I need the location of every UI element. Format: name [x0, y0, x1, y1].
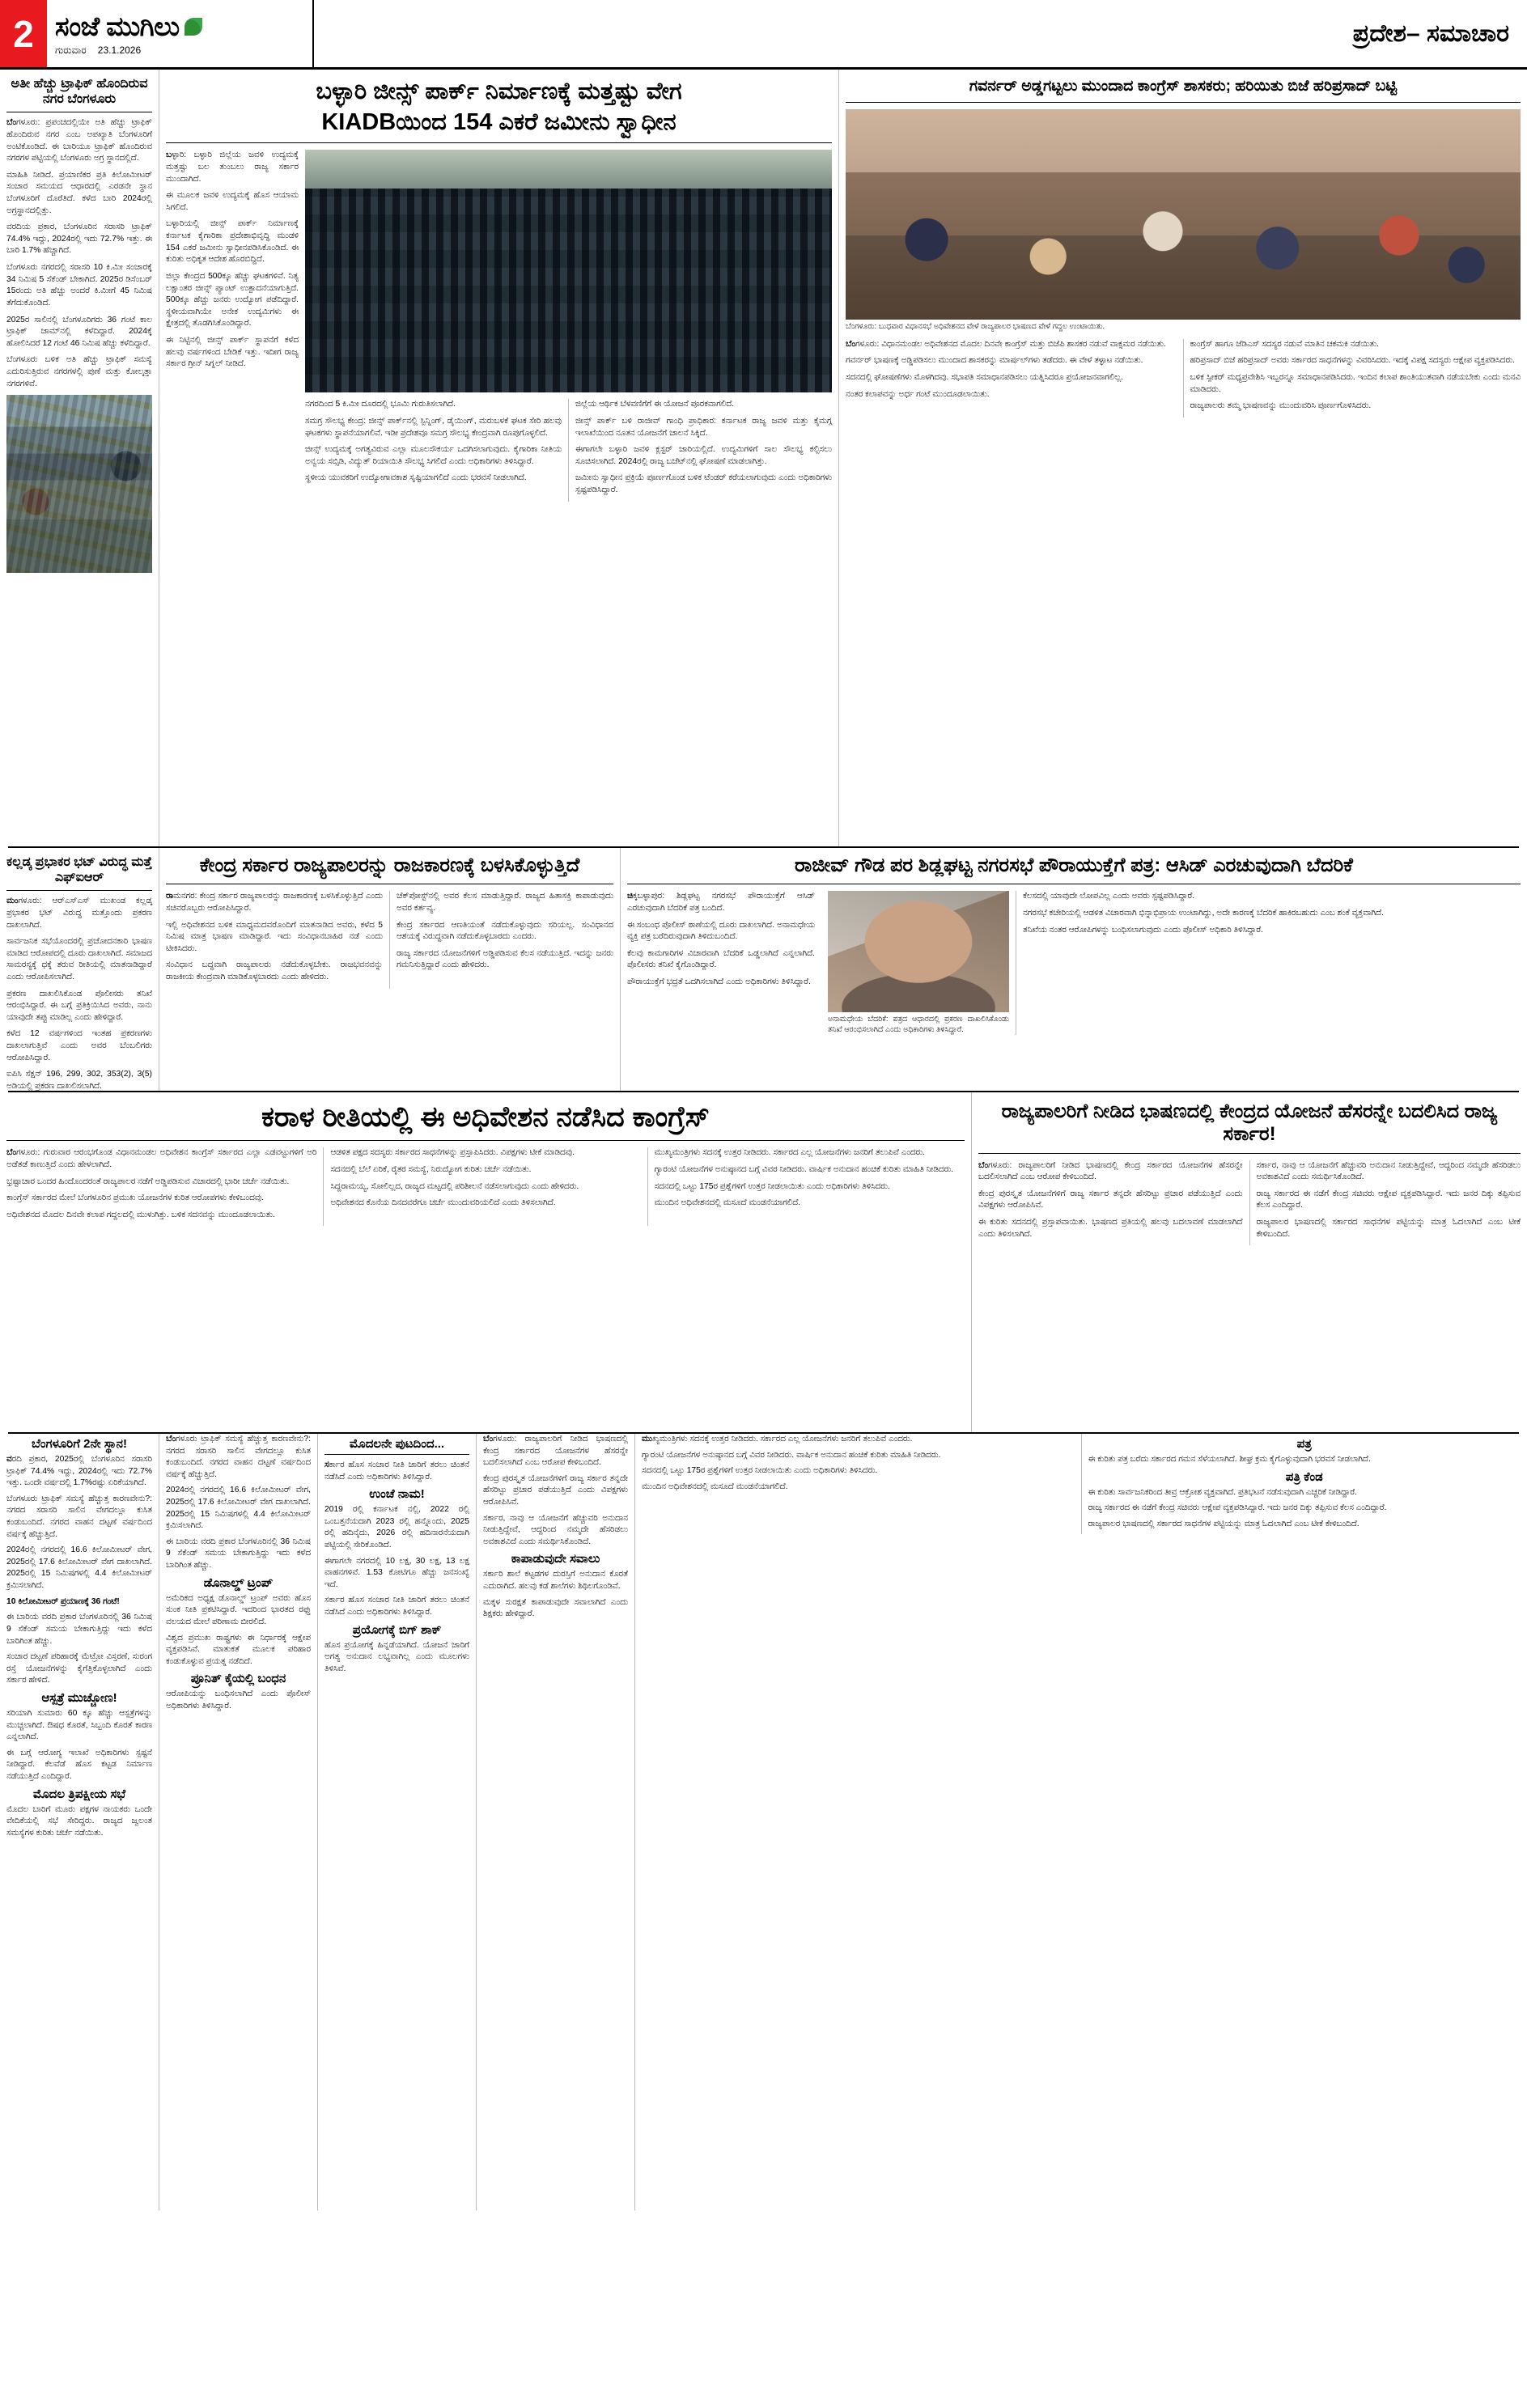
page-number: 2 [0, 0, 47, 67]
cong-c3-p3: ಮುಂದಿನ ಅಧಿವೇಶನದಲ್ಲಿ ಮಸೂದೆ ಮಂಡನೆಯಾಗಲಿದೆ. [654, 1198, 801, 1208]
congress-headline: ಕರಾಳ ರೀತಿಯಲ್ಲಿ ಈ ಅಧಿವೇಶನ ನಡೆಸಿದ ಕಾಂಗ್ರೆಸ್ [261, 1101, 710, 1133]
politics-col-2 [389, 891, 613, 988]
logo-title-row [55, 11, 312, 43]
bhat-p1: ಸಾರ್ವಜನಿಕ ಸಭೆಯೊಂದರಲ್ಲಿ ಪ್ರಚೋದನಕಾರಿ ಭಾಷಣ ಮಾಡಿದ ಆರೋಪದಲ್ಲಿ ದೂರು ದಾಖಲಾಗಿದೆ. ಸಮಾಜದ ಸಾಮರಸ್ಯಕ್ಕೆ ಧಕ್ಕೆ ತರುವ ರೀತಿಯಲ್ಲಿ ಮಾತನಾಡಿದ್ದಾರೆ ಎಂದು ಆರೋಪಿಸಲಾಗಿದೆ. [6, 937, 152, 982]
strip-title-hospital: ಆಸ್ಪತ್ರೆ ಮುಚ್ಚೋಣ! [41, 1690, 117, 1705]
strip-title-letter: ಪತ್ರ [1296, 1437, 1312, 1451]
strip-col5a [642, 1434, 1081, 1534]
lower-block [0, 1092, 1527, 1432]
lead-c2-p3: ಸ್ಥಳೀಯ ಯುವಕರಿಗೆ ಉದ್ಯೋಗಾವಕಾಶ ಸೃಷ್ಟಿಯಾಗಲಿದೆ ಎಂದು ಭರವಸೆ ನೀಡಲಾಗಿದೆ. [305, 473, 527, 483]
pol-c1-p0: ರಾಮನಗರ: ಕೇಂದ್ರ ಸರ್ಕಾರ ರಾಜ್ಯಪಾಲರನ್ನು ರಾಜಕಾರಣಕ್ಕೆ ಬಳಸಿಕೊಳ್ಳುತ್ತಿದೆ ಎಂದು ಸಚಿವರೊಬ್ಬರು ಆರೋಪಿಸಿದ್ದಾರೆ. [166, 892, 383, 913]
s8-extra-0: ರಾಜ್ಯ ಸರ್ಕಾರದ ಈ ನಡೆಗೆ ಕೇಂದ್ರ ಸಚಿವರು ಆಕ್ಷೇಪ ವ್ಯಕ್ತಪಡಿಸಿದ್ದಾರೆ. ಇದು ಜನರ ದಿಕ್ಕು ತಪ್ಪಿಸುವ ಕೆಲಸ ಎಂದಿದ್ದಾರೆ. [1088, 1503, 1387, 1513]
sch-c1-p2: ಈ ಕುರಿತು ಸದನದಲ್ಲಿ ಪ್ರಸ್ತಾಪವಾಯಿತು. ಭಾಷಣದ ಪ್ರತಿಯಲ್ಲಿ ಹಲವು ಬದಲಾವಣೆ ಮಾಡಲಾಗಿದೆ ಎಂದು ತಿಳಿಸಲಾಗಿದೆ. [978, 1218, 1243, 1239]
acid-sub-caption: ಅನಾಮಧೇಯ ಬೆದರಿಕೆ: ಪತ್ರದ ಆಧಾರದಲ್ಲಿ ಪ್ರಕರಣ ದಾಖಲಿಸಿಕೊಂಡು ತನಿಖೆ ಆರಂಭಿಸಲಾಗಿದೆ ಎಂದು ಅಧಿಕಾರಿಗಳು ತಿಳಿಸಿದ್ದಾರೆ. [828, 1015, 1009, 1034]
strip-body-schools [483, 1569, 628, 1620]
acid-c1-p0: ಚಿಕ್ಕಬಳ್ಳಾಪುರ: ಶಿಡ್ಲಘಟ್ಟ ನಗರಸಭೆ ಪೌರಾಯುಕ್ತೆಗೆ ಆಸಿಡ್ ಎರಚುವುದಾಗಿ ಬೆದರಿಕೆ ಪತ್ರ ಬಂದಿದೆ. [627, 892, 815, 913]
acid-col-1 [627, 891, 821, 1035]
s5a-p0: ಮುಖ್ಯಮಂತ್ರಿಗಳು ಸದನಕ್ಕೆ ಉತ್ತರ ನೀಡಿದರು. ಸರ್ಕಾರದ ಎಲ್ಲ ಯೋಜನೆಗಳು ಜನರಿಗೆ ತಲುಪಿವೆ ಎಂದರು. [642, 1435, 913, 1444]
middle-block [0, 848, 1527, 1091]
strip-title-puneeth: ಪ್ರೂನಿತ್ ಕೈಯಲ್ಲಿ ಬಂಧನ [190, 1672, 286, 1686]
gov-c1-p3: ನಂತರ ಕಲಾಪವನ್ನು ಅರ್ಧ ಗಂಟೆ ಮುಂದೂಡಲಾಯಿತು. [846, 389, 990, 399]
continued-strip [0, 1434, 1527, 2211]
governor-politics-story [159, 848, 620, 1091]
politics-col-1 [166, 891, 389, 988]
strip-body-puneeth [166, 1689, 311, 1712]
cong-c2-p1: ಸದನದಲ್ಲಿ ಬೆಲೆ ಏರಿಕೆ, ರೈತರ ಸಮಸ್ಯೆ, ನಿರುದ್ಯೋಗ ಕುರಿತು ಚರ್ಚೆ ನಡೆಯಿತು. [330, 1164, 532, 1174]
cong-c2-p3: ಅಧಿವೇಶನದ ಕೊನೆಯ ದಿನದವರೆಗೂ ಚರ್ಚೆ ಮುಂದುವರಿಯಲಿದೆ ಎಂದು ತಿಳಿಸಲಾಗಿದೆ. [330, 1198, 556, 1208]
lead-c3-p2: ಈಗಾಗಲೇ ಬಳ್ಳಾರಿ ಜವಳಿ ಕ್ಲಸ್ಟರ್ ಜಾರಿಯಲ್ಲಿದೆ. ಉದ್ಯಮಿಗಳಿಗೆ ಸಾಲ ಸೌಲಭ್ಯ ಕಲ್ಪಿಸಲು ಸೂಚಿಸಲಾಗಿದೆ. 2024ರಲ್ಲಿ ರಾಜ್ಯ ಬಜೆಟ್‌ನಲ್ಲಿ ಘೋಷಣೆ ಮಾಡಲಾಗಿತ್ತು. [575, 445, 832, 466]
strip-title-bigshock: ಪ್ರಯೋಗಕ್ಕೆ ಬಿಗ್ ಶಾಕ್ [352, 1622, 442, 1637]
strip-col2-body [166, 1434, 311, 1572]
congress-col-2 [323, 1147, 647, 1226]
lead-c2-p0: ನಗರದಿಂದ 5 ಕಿ.ಮೀ ದೂರದಲ್ಲಿ ಭೂಮಿ ಗುರುತಿಸಲಾಗಿದೆ. [305, 400, 456, 409]
masthead [0, 0, 1527, 70]
gov-c1-p2: ಸದನದಲ್ಲಿ ಘೋಷಣೆಗಳು ಮೊಳಗಿದವು. ಸಭಾಪತಿ ಸಮಾಧಾನಪಡಿಸಲು ಯತ್ನಿಸಿದರೂ ಪ್ರಯೋಜನವಾಗಲಿಲ್ಲ. [846, 372, 1124, 382]
s2-p0: ಮೊದಲ ಬಾರಿಗೆ ಮೂರು ಪಕ್ಷಗಳ ನಾಯಕರು ಒಂದೇ ವೇದಿಕೆಯಲ್ಲಿ ಸಭೆ ಸೇರಿದ್ದರು. ರಾಜ್ಯದ ಜ್ವಲಂತ ಸಮಸ್ಯೆಗಳ ಕುರಿತು ಚರ್ಚೆ ನಡೆಯಿತು. [6, 1804, 152, 1838]
strip-title-outrage: ಪತ್ರಿ ಕೆಂಡ [1285, 1469, 1323, 1484]
strip-col-3 [317, 1434, 476, 2211]
j-p0: ಸರ್ಕಾರ ಹೊಸ ಸಂಚಾರ ನೀತಿ ಜಾರಿಗೆ ತರಲು ಚಿಂತನೆ ನಡೆಸಿದೆ ಎಂದು ಅಧಿಕಾರಿಗಳು ತಿಳಿಸಿದ್ದಾರೆ. [324, 1460, 469, 1482]
sch-c1-p0: ಬೆಂಗಳೂರು: ರಾಜ್ಯಪಾಲರಿಗೆ ನೀಡಿದ ಭಾಷಣದಲ್ಲಿ ಕೇಂದ್ರ ಸರ್ಕಾರದ ಯೋಜನೆಗಳ ಹೆಸರನ್ನೇ ಬದಲಿಸಲಾಗಿದೆ ಎಂಬ ಆರೋಪ ಕೇಳಿಬಂದಿದೆ. [978, 1160, 1243, 1182]
sch-c2-p1: ರಾಜ್ಯ ಸರ್ಕಾರದ ಈ ನಡೆಗೆ ಕೇಂದ್ರ ಸಚಿವರು ಆಕ್ಷೇಪ ವ್ಯಕ್ತಪಡಿಸಿದ್ದಾರೆ. ಇದು ಜನರ ದಿಕ್ಕು ತಪ್ಪಿಸುವ ಕೆಲಸ ಎಂದಿದ್ದಾರೆ. [1256, 1189, 1521, 1210]
governor-col-2 [1183, 339, 1521, 418]
lead-headline-2: KIADBಯಿಂದ 154 ಎಕರೆ ಜಮೀನು ಸ್ವಾಧೀನ [321, 109, 677, 136]
cong-c3-p0: ಮುಖ್ಯಮಂತ್ರಿಗಳು ಸದನಕ್ಕೆ ಉತ್ತರ ನೀಡಿದರು. ಸರ್ಕಾರದ ಎಲ್ಲ ಯೋಜನೆಗಳು ಜನರಿಗೆ ತಲುಪಿವೆ ಎಂದರು. [654, 1148, 926, 1158]
s5a-p2: ಸದನದಲ್ಲಿ ಒಟ್ಟು 175ರ ಪ್ರಶ್ನೆಗಳಿಗೆ ಉತ್ತರ ನೀಡಲಾಯಿತು ಎಂದು ಅಧಿಕಾರಿಗಳು ತಿಳಿಸಿದರು. [642, 1466, 878, 1476]
logo-date: 23.1.2026 [97, 44, 142, 56]
pol-c2-p1: ಕೇಂದ್ರ ಸರ್ಕಾರದ ಆಣತಿಯಂತೆ ನಡೆದುಕೊಳ್ಳುವುದು ಸರಿಯಲ್ಲ. ಸಂವಿಧಾನದ ಆಶಯಕ್ಕೆ ವಿರುದ್ಧವಾಗಿ ನಡೆದುಕೊಳ್ಳಬಾರದು ಎಂದರು. [397, 920, 613, 942]
commissioner-photo [828, 891, 1009, 1012]
s1-p0: ಸರಿಯಾಗಿ ಸುಮಾರು 60 ಕ್ಕೂ ಹೆಚ್ಚು ಆಸ್ಪತ್ರೆಗಳನ್ನು ಮುಚ್ಚಲಾಗಿದೆ. ಔಷಧ ಕೊರತೆ, ಸಿಬ್ಬಂದಿ ಕೊರತೆ ಕಾರಣ ಎನ್ನಲಾಗಿದೆ. [6, 1708, 152, 1742]
s4-p2: ಸರ್ಕಾರ ಹೊಸ ಸಂಚಾರ ನೀತಿ ಜಾರಿಗೆ ತರಲು ಚಿಂತನೆ ನಡೆಸಿದೆ ಎಂದು ಅಧಿಕಾರಿಗಳು ತಿಳಿಸಿದ್ದಾರೆ. [324, 1596, 469, 1617]
lead-c1-p2: ಬಳ್ಳಾರಿಯಲ್ಲಿ ಜೀನ್ಸ್ ಪಾರ್ಕ್ ನಿರ್ಮಾಣಕ್ಕೆ ಕರ್ನಾಟಕ ಕೈಗಾರಿಕಾ ಪ್ರದೇಶಾಭಿವೃದ್ಧಿ ಮಂಡಳಿ 154 ಎಕರೆ ಜಮೀನು ಸ್ವಾಧೀನಪಡಿಸಿಕೊಂಡಿದೆ. ಈ ಕುರಿತು ಅಧಿಕೃತ ಆದೇಶ ಹೊರಬಿದ್ದಿದೆ. [166, 219, 299, 265]
gov-c2-p3: ರಾಜ್ಯಪಾಲರು ತಮ್ಮ ಭಾಷಣವನ್ನು ಮುಂದುವರಿಸಿ ಪೂರ್ಣಗೊಳಿಸಿದರು. [1190, 401, 1372, 411]
strip-body-hospital [6, 1708, 152, 1783]
assembly-photo-caption: ಬೆಂಗಳೂರು: ಬುಧವಾರ ವಿಧಾನಸಭೆ ಅಧಿವೇಶನದ ವೇಳೆ ರಾಜ್ಯಪಾಲರ ಭಾಷಣದ ವೇಳೆ ಗದ್ದಲ ಉಂಟಾಯಿತು. [846, 322, 1105, 332]
scheme-col-2 [1249, 1160, 1521, 1246]
bhat-fir-story [0, 848, 159, 1091]
lead-c3-p3: ಜಮೀನು ಸ್ವಾಧೀನ ಪ್ರಕ್ರಿಯೆ ಪೂರ್ಣಗೊಂಡ ಬಳಿಕ ಟೆಂಡರ್ ಕರೆಯಲಾಗುವುದು ಎಂದು ಅಧಿಕಾರಿಗಳು ಸ್ಪಷ್ಟಪಡಿಸಿದ್ದಾರೆ. [575, 473, 832, 495]
left-traffic-story [0, 70, 159, 846]
strip-title-tripartite: ಮೊದಲ ತ್ರಿಪಕ್ಷೀಯ ಸಭೆ [32, 1787, 126, 1801]
gov-c2-p2: ಬಳಿಕ ಸ್ಪೀಕರ್ ಮಧ್ಯಪ್ರವೇಶಿಸಿ ಇಬ್ಬರನ್ನೂ ಸಮಾಧಾನಪಡಿಸಿದರು. ಇಂದಿನ ಕಲಾಪ ಶಾಂತಿಯುತವಾಗಿ ನಡೆಯಬೇಕು ಎಂದು ಮನವಿ ಮಾಡಿದರು. [1190, 372, 1521, 394]
logo-text: ಸಂಜೆ ಮುಗಿಲು [55, 11, 180, 41]
left-para-2: ವರದಿಯ ಪ್ರಕಾರ, ಬೆಂಗಳೂರಿನ ಸರಾಸರಿ ಟ್ರಾಫಿಕ್ 74.4% ಇದ್ದು, 2024ರಲ್ಲಿ ಇದು 72.7% ಇತ್ತು. ಈ ಬಾರಿ 1.7% ಹೆಚ್ಚಾಗಿದೆ. [6, 223, 152, 256]
s7-p0: ಈ ಕುರಿತು ಪತ್ರ ಬರೆದು ಸರ್ಕಾರದ ಗಮನ ಸೆಳೆಯಲಾಗಿದೆ. ಶೀಘ್ರ ಕ್ರಮ ಕೈಗೊಳ್ಳುವುದಾಗಿ ಭರವಸೆ ನೀಡಲಾಗಿದೆ. [1088, 1455, 1371, 1464]
logo-day: ಗುರುವಾರ [55, 44, 87, 56]
lead-col-3 [568, 399, 832, 501]
gov-c2-p1: ಹರಿಪ್ರಸಾದ್ ಬಿಜೆ ಹರಿಪ್ರಸಾದ್ ಅವರು ಸರ್ಕಾರದ ಸಾಧನೆಗಳನ್ನು ವಿವರಿಸಿದರು. ಇದಕ್ಕೆ ವಿಪಕ್ಷ ಸದಸ್ಯರು ಆಕ್ಷೇಪ ವ್ಯಕ್ತಪಡಿಸಿದರು. [1190, 356, 1516, 366]
lead-c1-p3: ಜಿಲ್ಲಾ ಕೇಂದ್ರದ 500ಕ್ಕೂ ಹೆಚ್ಚು ಘಟಕಗಳಿವೆ. ನಿತ್ಯ ಲಕ್ಷಾಂತರ ಜೀನ್ಸ್ ಪ್ಯಾಂಟ್ ಉತ್ಪಾದನೆಯಾಗುತ್ತಿದೆ. 500ಕ್ಕೂ ಹೆಚ್ಚು ಜನರು ಉದ್ಯೋಗ ಪಡೆದಿದ್ದಾರೆ. ಸ್ಥಳೀಯವಾಗಿಯೇ ಅನೇಕ ಉದ್ಯಮಿಗಳು ಈ ಕ್ಷೇತ್ರದಲ್ಲಿ ತೊಡಗಿಸಿಕೊಂಡಿದ್ದಾರೆ. [166, 271, 299, 329]
lead-c1-p1: ಈ ಮೂಲಕ ಜವಳಿ ಉದ್ಯಮಕ್ಕೆ ಹೊಸ ಆಯಾಮ ಸಿಗಲಿದೆ. [166, 191, 299, 212]
strip-body-trump [166, 1593, 311, 1668]
cong-c3-p2: ಸದನದಲ್ಲಿ ಒಟ್ಟು 175ರ ಪ್ರಶ್ನೆಗಳಿಗೆ ಉತ್ತರ ನೀಡಲಾಯಿತು ಎಂದು ಅಧಿಕಾರಿಗಳು ತಿಳಿಸಿದರು. [654, 1181, 890, 1191]
left-body [6, 117, 152, 390]
strip-col5b [1081, 1434, 1521, 1534]
s8-extra-1: ರಾಜ್ಯಪಾಲರ ಭಾಷಣದಲ್ಲಿ ಸರ್ಕಾರದ ಸಾಧನೆಗಳ ಪಟ್ಟಿಯನ್ನು ಮಾತ್ರ ಓದಲಾಗಿದೆ ಎಂಬ ಟೀಕೆ ಕೇಳಿಬಂದಿದೆ. [1088, 1519, 1359, 1528]
acid-c2-p0: ಕೆಲಸದಲ್ಲಿ ಯಾವುದೇ ಲೋಪವಿಲ್ಲ ಎಂದು ಅವರು ಸ್ಪಷ್ಟಪಡಿಸಿದ್ದಾರೆ. [1023, 892, 1195, 901]
strip-col-2 [159, 1434, 317, 2211]
strip-title-schools: ಕಾಪಾಡುವುದೇ ಸವಾಲು [511, 1552, 600, 1566]
politics-headline: ಕೇಂದ್ರ ಸರ್ಕಾರ ರಾಜ್ಯಪಾಲರನ್ನು ರಾಜಕಾರಣಕ್ಕೆ ಬಳಸಿಕೊಳ್ಳುತ್ತಿದೆ [199, 854, 580, 876]
s0-p2: 2024ರಲ್ಲಿ ನಗರದಲ್ಲಿ 16.6 ಕಿಲೋಮೀಟರ್ ವೇಗ, 2025ರಲ್ಲಿ 17.6 ಕಿಲೋಮೀಟರ್ ವೇಗ ದಾಖಲಾಗಿದೆ. 2025ರಲ್ಲಿ 15 ನಿಮಿಷಗಳಲ್ಲಿ 4.4 ಕಿಲೋಮೀಟರ್ ಕ್ರಮಿಸಲಾಗಿದೆ. [6, 1545, 152, 1591]
s0-p0: ವರದಿ ಪ್ರಕಾರ, 2025ರಲ್ಲಿ ಬೆಂಗಳೂರಿನ ಸರಾಸರಿ ಟ್ರಾಫಿಕ್ 74.4% ಇದ್ದು, 2024ರಲ್ಲಿ ಇದು 72.7% ಇತ್ತು. ಒಂದೇ ವರ್ಷದಲ್ಲಿ 1.7%ರಷ್ಟು ಏರಿಕೆಯಾಗಿದೆ. [6, 1455, 152, 1488]
left-para-0: ಬೆಂಗಳೂರು: ಪ್ರಪಂಚದಲ್ಲಿಯೇ ಅತಿ ಹೆಚ್ಚು ಟ್ರಾಫಿಕ್ ಹೊಂದಿರುವ ನಗರ ಎಂಬ ಅಪಖ್ಯಾತಿ ಬೆಂಗಳೂರಿಗೆ ಅಂಟಿಕೊಂಡಿದೆ. ಈ ಬಾರಿಯೂ ಟ್ರಾಫಿಕ್ ಹೊಂದಿರುವ ನಗರಗಳ ಪಟ್ಟಿಯಲ್ಲಿ ಬೆಂಗಳೂರು ಅಗ್ರ ಸ್ಥಾನದಲ್ಲಿದೆ. [6, 118, 152, 163]
strip-col-1 [0, 1434, 159, 2211]
bhat-p4: ಐಪಿಸಿ ಸೆಕ್ಷನ್ 196, 299, 302, 353(2), 3(5) ಅಡಿಯಲ್ಲಿ ಪ್ರಕರಣ ದಾಖಲಿಸಲಾಗಿದೆ. [6, 1070, 152, 1091]
bhat-p2: ಪ್ರಕರಣ ದಾಖಲಿಸಿಕೊಂಡ ಪೊಲೀಸರು ತನಿಖೆ ಆರಂಭಿಸಿದ್ದಾರೆ. ಈ ಬಗ್ಗೆ ಪ್ರತಿಕ್ರಿಯಿಸಿದ ಅವರು, ನಾನು ಯಾವುದೇ ತಪ್ಪು ಮಾಡಿಲ್ಲ ಎಂದು ಹೇಳಿದ್ದಾರೆ. [6, 989, 152, 1022]
s2c-p0: ಬೆಂಗಳೂರು ಟ್ರಾಫಿಕ್ ಸಮಸ್ಯೆ ಹೆಚ್ಚುತ್ತ ಕಾರಣವೇನು?: ನಗರದ ಸರಾಸರಿ ಸಾಲಿನ ವೇಗದಲ್ಲೂ ಕುಸಿತ ಕಂಡುಬಂದಿದೆ. ನಗರದ ವಾಹನ ದಟ್ಟಣೆ ವರ್ಷದಿಂದ ವರ್ಷಕ್ಕೆ ಹೆಚ್ಚುತ್ತಿದೆ. [166, 1435, 311, 1479]
acid-headline: ರಾಜೀವ್ ಗೌಡ ಪರ ಶಿಡ್ಲಘಟ್ಟ ನಗರಸಭೆ ಪೌರಾಯುಕ್ತೆಗೆ ಪತ್ರ: ಆಸಿಡ್ ಎರಚುವುದಾಗಿ ಬೆದರಿಕೆ [795, 854, 1353, 876]
s0-e0: ಈ ಬಾರಿಯ ವರದಿ ಪ್ರಕಾರ ಬೆಂಗಳೂರಿನಲ್ಲಿ 36 ನಿಮಿಷ 9 ಸೆಕೆಂಡ್ ಸಮಯ ಬೇಕಾಗುತ್ತಿದ್ದು ಇದು ಕಳೆದ ಬಾರಿಗಿಂತ ಹೆಚ್ಚು. [6, 1613, 152, 1646]
s0-e1: ಸಂಚಾರ ದಟ್ಟಣೆ ಪರಿಹಾರಕ್ಕೆ ಮೆಟ್ರೋ ವಿಸ್ತರಣೆ, ಸುರಂಗ ರಸ್ತೆ ಯೋಜನೆಗಳನ್ನು ಕೈಗೆತ್ತಿಕೊಳ್ಳಲಾಗಿದೆ ಎಂದು ಸರ್ಕಾರ ಹೇಳಿದೆ. [6, 1652, 152, 1685]
lead-c3-p0: ಜಿಲ್ಲೆಯ ಆರ್ಥಿಕ ಬೆಳವಣಿಗೆಗೆ ಈ ಯೋಜನೆ ಪೂರಕವಾಗಲಿದೆ. [575, 400, 735, 409]
logo-subline [55, 45, 312, 57]
acid-c2-p1: ನಗರಸಭೆ ಕಚೇರಿಯಲ್ಲಿ ಆಡಳಿತ ವಿಚಾರವಾಗಿ ಭಿನ್ನಾಭಿಪ್ರಾಯ ಉಂಟಾಗಿದ್ದು, ಅದೇ ಕಾರಣಕ್ಕೆ ಬೆದರಿಕೆ ಹಾಕಿರಬಹುದು ಎಂಬ ಶಂಕೆ ವ್ಯಕ್ತವಾಗಿದೆ. [1023, 908, 1384, 918]
lead-c3-p1: ಜೀನ್ಸ್ ಪಾರ್ಕ್ ಬಳಿ ರಾಜೀವ್ ಗಾಂಧಿ ಪ್ರಾಧಿಕಾರ: ಕರ್ನಾಟಕ ರಾಜ್ಯ ಜವಳಿ ಮತ್ತು ಕೈಮಗ್ಗ ಇಲಾಖೆಯಿಂದ ನೂತನ ಯೋಜನೆಗೆ ಚಾಲನೆ ಸಿಕ್ಕಿದೆ. [575, 417, 832, 438]
jump-body [324, 1460, 469, 1483]
governor-story [838, 70, 1527, 846]
strip-body-tripartite [6, 1804, 152, 1840]
bhat-p0: ಮಂಗಳೂರು: ಆರ್‌ಎಸ್‌ಎಸ್ ಮುಖಂಡ ಕಲ್ಲಡ್ಕ ಪ್ರಭಾಕರ ಭಟ್ ವಿರುದ್ಧ ಮತ್ತೊಂದು ಪ್ರಕರಣ ದಾಖಲಾಗಿದೆ. [6, 897, 152, 930]
bhat-body [6, 896, 152, 1092]
strip-body-unche [324, 1504, 469, 1618]
sch-c2-p2: ರಾಜ್ಯಪಾಲರ ಭಾಷಣದಲ್ಲಿ ಸರ್ಕಾರದ ಸಾಧನೆಗಳ ಪಟ್ಟಿಯನ್ನು ಮಾತ್ರ ಓದಲಾಗಿದೆ ಎಂಬ ಟೀಕೆ ಕೇಳಿಬಂದಿದೆ. [1256, 1218, 1521, 1239]
lead-c2-p1: ಸಮಗ್ರ ಸೌಲಭ್ಯ ಕೇಂದ್ರ: ಜೀನ್ಸ್ ಪಾರ್ಕ್‌ನಲ್ಲಿ ಸ್ಪಿನ್ನಿಂಗ್, ಡೈಯಿಂಗ್, ಮರುಬಳಕೆ ಘಟಕ ಸೇರಿ ಹಲವು ಘಟಕಗಳು ಸ್ಥಾಪನೆಯಾಗಲಿವೆ. ಇಡೀ ಪ್ರದೇಶವೂ ಸಮಗ್ರ ಸೌಲಭ್ಯ ಕೇಂದ್ರವಾಗಿ ರೂಪುಗೊಳ್ಳಲಿದೆ. [305, 417, 562, 438]
s8-p0: ಈ ಕುರಿತು ಸಾರ್ವಜನಿಕರಿಂದ ತೀವ್ರ ಆಕ್ರೋಶ ವ್ಯಕ್ತವಾಗಿದೆ. ಪ್ರತಿಭಟನೆ ನಡೆಸುವುದಾಗಿ ಎಚ್ಚರಿಕೆ ನೀಡಿದ್ದಾರೆ. [1088, 1487, 1357, 1497]
gov-c1-p0: ಬೆಂಗಳೂರು: ವಿಧಾನಮಂಡಲ ಅಧಿವೇಶನದ ಮೊದಲ ದಿನವೇ ಕಾಂಗ್ರೆಸ್ ಮತ್ತು ಬಿಜೆಪಿ ಶಾಸಕರ ನಡುವೆ ವಾಕ್ಸಮರ ನಡೆಯಿತು. [846, 339, 1166, 349]
cong-c1-p3: ಅಧಿವೇಶನದ ಮೊದಲ ದಿನವೇ ಕಲಾಪ ಗದ್ದಲದಲ್ಲಿ ಮುಳುಗಿತ್ತು. ಬಳಿಕ ಸದನವನ್ನು ಮುಂದೂಡಲಾಯಿತು. [6, 1210, 275, 1219]
s6-p1: ಮಕ್ಕಳ ಸುರಕ್ಷತೆ ಕಾಪಾಡುವುದೇ ಸವಾಲಾಗಿದೆ ಎಂದು ಶಿಕ್ಷಕರು ಹೇಳಿದ್ದಾರೆ. [483, 1597, 628, 1619]
strip-col-4 [476, 1434, 634, 2211]
s4c-p0: ಬೆಂಗಳೂರು: ರಾಜ್ಯಪಾಲರಿಗೆ ನೀಡಿದ ಭಾಷಣದಲ್ಲಿ ಕೇಂದ್ರ ಸರ್ಕಾರದ ಯೋಜನೆಗಳ ಹೆಸರನ್ನೇ ಬದಲಿಸಲಾಗಿದೆ ಎಂಬ ಆರೋಪ ಕೇಳಿಬಂದಿದೆ. [483, 1435, 628, 1468]
left-headline: ಅತೀ ಹೆಚ್ಚು ಟ್ರಾಫಿಕ್ ಹೊಂದಿರುವ ನಗರ ಬೆಂಗಳೂರು [11, 77, 148, 107]
strip-col-5 [634, 1434, 1527, 2211]
acid-c1-p1: ಈ ಸಂಬಂಧ ಪೊಲೀಸ್ ಠಾಣೆಯಲ್ಲಿ ದೂರು ದಾಖಲಾಗಿದೆ. ಅನಾಮಧೇಯ ವ್ಯಕ್ತಿ ಪತ್ರ ಬರೆದಿರುವುದಾಗಿ ತಿಳಿದುಬಂದಿದೆ. [627, 920, 815, 942]
acid-col-2 [1016, 891, 1521, 1035]
governor-headline: ಗವರ್ನರ್ ಅಡ್ಡಗಟ್ಟಲು ಮುಂದಾದ ಕಾಂಗ್ರೆಸ್ ಶಾಸಕರು; ಹರಿಯಿತು ಬಿಜೆ ಹರಿಪ್ರಸಾದ್ ಬಟ್ಟಿ [969, 78, 1398, 95]
lead-c1-p0: ಬಳ್ಳಾರಿ: ಬಳ್ಳಾರಿ ಜಿಲ್ಲೆಯ ಜವಳಿ ಉದ್ಯಮಕ್ಕೆ ಮತ್ತಷ್ಟು ಬಲ ತುಂಬಲು ರಾಜ್ಯ ಸರ್ಕಾರ ಮುಂದಾಗಿದೆ. [166, 150, 299, 184]
s5a-p3: ಮುಂದಿನ ಅಧಿವೇಶನದಲ್ಲಿ ಮಸೂದೆ ಮಂಡನೆಯಾಗಲಿದೆ. [642, 1482, 788, 1491]
s2c-p1: 2024ರಲ್ಲಿ ನಗರದಲ್ಲಿ 16.6 ಕಿಲೋಮೀಟರ್ ವೇಗ, 2025ರಲ್ಲಿ 17.6 ಕಿಲೋಮೀಟರ್ ವೇಗ ದಾಖಲಾಗಿದೆ. 2025ರಲ್ಲಿ 15 ನಿಮಿಷಗಳಲ್ಲಿ 4.4 ಕಿಲೋಮೀಟರ್ ಕ್ರಮಿಸಲಾಗಿದೆ. [166, 1486, 311, 1531]
cong-c1-p0: ಬೆಂಗಳೂರು: ಗುರುವಾರ ಆರಂಭಗೊಂಡ ವಿಧಾನಮಂಡಲ ಅಧಿವೇಶನ ಕಾಂಗ್ರೆಸ್ ಸರ್ಕಾರದ ಎಲ್ಲಾ ಎಡವಟ್ಟುಗಳಿಗೆ ಅರಿ ಅಡೆತಡೆ ಕಾಣುತ್ತಿದೆ ಎಂದು ಹೇಳಲಾಗಿದೆ. [6, 1148, 317, 1169]
section-title: ಪ್ರದೇಶ– ಸಮಾಚಾರ [1352, 19, 1509, 47]
acid-c1-p3: ಪೌರಾಯುಕ್ತೆಗೆ ಭದ್ರತೆ ಒದಗಿಸಲಾಗಿದೆ ಎಂದು ಅಧಿಕಾರಿಗಳು ತಿಳಿಸಿದ್ದಾರೆ. [627, 977, 811, 986]
pol-c2-p0: ಚೆಕ್‌ಪೋಸ್ಟ್‌ನಲ್ಲಿ ಅವರ ಕೆಲಸ ಮಾಡುತ್ತಿದ್ದಾರೆ. ರಾಜ್ಯದ ಹಿತಾಸಕ್ತಿ ಕಾಪಾಡುವುದು ಅವರ ಕರ್ತವ್ಯ. [397, 892, 613, 913]
newspaper-logo [47, 0, 314, 67]
strip-title-trump: ಡೊನಾಲ್ಡ್ ಟ್ರಂಪ್ [203, 1575, 274, 1590]
scheme-headline: ರಾಜ್ಯಪಾಲರಿಗೆ ನೀಡಿದ ಭಾಷಣದಲ್ಲಿ ಕೇಂದ್ರದ ಯೋಜನೆ ಹೆಸರನ್ನೇ ಬದಲಿಸಿದ ರಾಜ್ಯ ಸರ್ಕಾರ! [1001, 1100, 1498, 1146]
governor-col-1 [846, 339, 1183, 418]
gov-c1-p1: ಗವರ್ನರ್ ಭಾಷಣಕ್ಕೆ ಅಡ್ಡಿಪಡಿಸಲು ಮುಂದಾದ ಶಾಸಕರನ್ನು ಮಾರ್ಷಲ್‌ಗಳು ತಡೆದರು. ಈ ವೇಳೆ ತಳ್ಳಾಟ ನಡೆಯಿತು. [846, 356, 1143, 366]
strip-title-bengaluru-2nd: ಬೆಂಗಳೂರಿಗೆ 2ನೇ ಸ್ಥಾನ! [31, 1437, 127, 1451]
s5-p0: ಹೊಸ ಪ್ರಯೋಗಕ್ಕೆ ಹಿನ್ನಡೆಯಾಗಿದೆ. ಯೋಜನೆ ಜಾರಿಗೆ ಅಗತ್ಯ ಅನುದಾನ ಲಭ್ಯವಾಗಿಲ್ಲ ಎಂದು ಮೂಲಗಳು ತಿಳಿಸಿವೆ. [324, 1640, 469, 1673]
bhat-p3: ಕಳೆದ 12 ವರ್ಷಗಳಿಂದ ಇಂತಹ ಪ್ರಕರಣಗಳು ದಾಖಲಾಗುತ್ತಿವೆ ಎಂದು ಅವರ ಬೆಂಬಲಿಗರು ಆರೋಪಿಸಿದ್ದಾರೆ. [6, 1029, 152, 1062]
lead-story [159, 70, 838, 846]
cong-c1-p2: ಕಾಂಗ್ರೆಸ್ ಸರ್ಕಾರದ ಮೇಲೆ ಬೆಂಗಳೂರಿನ ಪ್ರಮುಖ ಯೋಜನೆಗಳ ಕುರಿತ ಆರೋಪಗಳು ಕೇಳಿಬಂದವು. [6, 1193, 264, 1203]
left-para-5: ಬೆಂಗಳೂರು ಬಳಿಕ ಅತಿ ಹೆಚ್ಚು ಟ್ರಾಫಿಕ್ ಸಮಸ್ಯೆ ಎದುರಿಸುತ್ತಿರುವ ನಗರಗಳಲ್ಲಿ ಪುಣೆ ಮತ್ತು ಕೋಲ್ಕತ್ತಾ ನಗರಗಳಿವೆ. [6, 355, 152, 388]
leaf-icon [185, 18, 202, 36]
left-para-1: ಮಾಹಿತಿ ನೀಡಿದೆ. ಪ್ರಯಾಣಿಕರ ಪ್ರತಿ ಕಿಲೋಮೀಟರ್ ಸಂಚಾರ ಸಮಯದ ಆಧಾರದಲ್ಲಿ ಎರಡನೇ ಸ್ಥಾನ ಬೆಂಗಳೂರಿಗೆ ದೊರೆತಿದೆ. ಕಳೆದ ಬಾರಿ 2024ರಲ್ಲಿ ಅಗ್ರಸ್ಥಾನದಲ್ಲಿತ್ತು. [6, 170, 152, 215]
s5a-p1: ಗ್ಯಾರಂಟಿ ಯೋಜನೆಗಳ ಅನುಷ್ಠಾನದ ಬಗ್ಗೆ ವಿವರ ನೀಡಿದರು. ವಾರ್ಷಿಕ ಅನುದಾನ ಹಂಚಿಕೆ ಕುರಿತು ಮಾಹಿತಿ ನೀಡಿದರು. [642, 1450, 941, 1460]
scheme-col-1 [978, 1160, 1249, 1246]
acid-threat-story [620, 848, 1527, 1091]
lead-c1-p4: ಈ ನಿಟ್ಟಿನಲ್ಲಿ ಜೀನ್ಸ್ ಪಾರ್ಕ್ ಸ್ಥಾಪನೆಗೆ ಕಳೆದ ಹಲವು ವರ್ಷಗಳಿಂದ ಬೇಡಿಕೆ ಇತ್ತು. ಇದೀಗ ರಾಜ್ಯ ಸರ್ಕಾರ ಗ್ರೀನ್ ಸಿಗ್ನಲ್ ನೀಡಿದೆ. [166, 335, 299, 369]
sch-c2-p0: ಸರ್ಕಾರ, ನಾವು ಆ ಯೋಜನೆಗೆ ಹೆಚ್ಚುವರಿ ಅನುದಾನ ನೀಡುತ್ತಿದ್ದೇವೆ, ಆದ್ದರಿಂದ ನಮ್ಮದೇ ಹೆಸರಿಡಲು ಅವಕಾಶವಿದೆ ಎಂದು ಸಮರ್ಥಿಸಿಕೊಂಡಿದೆ. [1256, 1160, 1521, 1182]
traffic-photo [6, 395, 152, 573]
s6-p0: ಸರ್ಕಾರಿ ಶಾಲೆ ಕಟ್ಟಡಗಳ ದುರಸ್ತಿಗೆ ಅನುದಾನ ಕೊರತೆ ಎದುರಾಗಿದೆ. ಹಲವು ಕಡೆ ಶಾಲೆಗಳು ಶಿಥಿಲಗೊಂಡಿವೆ. [483, 1570, 628, 1592]
s4c-p2: ಸರ್ಕಾರ, ನಾವು ಆ ಯೋಜನೆಗೆ ಹೆಚ್ಚುವರಿ ಅನುದಾನ ನೀಡುತ್ತಿದ್ದೇವೆ, ಆದ್ದರಿಂದ ನಮ್ಮದೇ ಹೆಸರಿಡಲು ಅವಕಾಶವಿದೆ ಎಂದು ಸಮರ್ಥಿಸಿಕೊಂಡಿದೆ. [483, 1513, 628, 1546]
s3-p1: ವಿಶ್ವದ ಪ್ರಮುಖ ರಾಷ್ಟ್ರಗಳು ಈ ನಿರ್ಧಾರಕ್ಕೆ ಆಕ್ಷೇಪ ವ್ಯಕ್ತಪಡಿಸಿವೆ. ಮಾತುಕತೆ ಮೂಲಕ ಪರಿಹಾರ ಕಂಡುಕೊಳ್ಳುವ ಪ್ರಯತ್ನ ನಡೆದಿದೆ. [166, 1633, 311, 1666]
congress-col-1 [6, 1147, 323, 1226]
jeans-park-photo [305, 150, 832, 392]
s4-p0: 2019 ರಲ್ಲಿ ಕರ್ನಾಟಕ ನಲ್ಲಿ, 2022 ರಲ್ಲಿ ಒಂಬತ್ತನೆಯದಾಗಿ 2023 ರಲ್ಲಿ ಹನ್ನೊಂದು, 2025 ರಲ್ಲಿ ಹದಿನೈದು, 2026 ರಲ್ಲಿ ಹದಿನಾರನೆಯದಾಗಿ ಪಟ್ಟಿಯಲ್ಲಿ ಸೇರಿಕೊಂಡಿದೆ. [324, 1505, 469, 1550]
cong-c3-p1: ಗ್ಯಾರಂಟಿ ಯೋಜನೆಗಳ ಅನುಷ್ಠಾನದ ಬಗ್ಗೆ ವಿವರ ನೀಡಿದರು. ವಾರ್ಷಿಕ ಅನುದಾನ ಹಂಚಿಕೆ ಕುರಿತು ಮಾಹಿತಿ ನೀಡಿದರು. [654, 1164, 954, 1174]
left-para-3: ಬೆಂಗಳೂರು ನಗರದಲ್ಲಿ ಸರಾಸರಿ 10 ಕಿ.ಮೀ ಸಂಚಾರಕ್ಕೆ 34 ನಿಮಿಷ 5 ಸೆಕೆಂಡ್ ಬೇಕಾಗಿದೆ. 2025ರ ಡಿಸೆಂಬರ್ 15ರಂದು ಅತಿ ಹೆಚ್ಚು ಅಂದರೆ ಕಿ.ಮೀಗೆ 45 ನಿಮಿಷ ತೆಗೆದುಕೊಂಡಿದೆ. [6, 263, 152, 307]
lead-col-1 [166, 150, 305, 501]
s3-p0: ಅಮೆರಿಕದ ಅಧ್ಯಕ್ಷ ಡೊನಾಲ್ಡ್ ಟ್ರಂಪ್ ಅವರು ಹೊಸ ಸುಂಕ ನೀತಿ ಪ್ರಕಟಿಸಿದ್ದಾರೆ. ಇದರಿಂದ ಭಾರತದ ರಫ್ತು ವಲಯದ ಮೇಲೆ ಪರಿಣಾಮ ಬೀರಲಿದೆ. [166, 1593, 311, 1626]
acid-c2-p2: ತನಿಖೆಯ ನಂತರ ಆರೋಪಿಗಳನ್ನು ಬಂಧಿಸಲಾಗುವುದು ಎಂದು ಪೊಲೀಸ್ ಅಧಿಕಾರಿ ತಿಳಿಸಿದ್ದಾರೆ. [1023, 925, 1264, 935]
strip-title-unche: ಉಂಚೆ ನಾಮ! [369, 1487, 425, 1502]
gov-c2-p0: ಕಾಂಗ್ರೆಸ್ ಹಾಗೂ ಜೆಡಿಎಸ್ ಸದಸ್ಯರ ನಡುವೆ ಮಾತಿನ ಚಕಮಕಿ ನಡೆಯಿತು. [1190, 339, 1379, 349]
cong-c1-p1: ಭ್ರಷ್ಟಾಚಾರ ಒಂದರ ಹಿಂದೊಂದರಂತೆ ರಾಜ್ಯಪಾಲರ ನಡೆಗೆ ಅಡ್ಡಿಪಡಿಸುವ ವಿಚಾರದಲ್ಲಿ ಭಾರೀ ಚರ್ಚೆ ನಡೆಯಿತು. [6, 1176, 290, 1186]
lead-c2-p2: ಜೀನ್ಸ್ ಉದ್ಯಮಕ್ಕೆ ಅಗತ್ಯವಿರುವ ಎಲ್ಲಾ ಮೂಲಸೌಕರ್ಯ ಒದಗಿಸಲಾಗುವುದು. ಕೈಗಾರಿಕಾ ನೀತಿಯ ಅನ್ವಯ ಸಬ್ಸಿಡಿ, ವಿದ್ಯುತ್ ರಿಯಾಯಿತಿ ಸೌಲಭ್ಯ ಸಿಗಲಿದೆ ಎಂದು ಅಧಿಕಾರಿಗಳು ತಿಳಿಸಿದ್ದಾರೆ. [305, 445, 562, 466]
lead-headline-1: ಬಳ್ಳಾರಿ ಜೀನ್ಸ್ ಪಾರ್ಕ್ ನಿರ್ಮಾಣಕ್ಕೆ ಮತ್ತಷ್ಟು ವೇಗ [316, 78, 682, 104]
assembly-photo [846, 109, 1521, 320]
s1-p1: ಈ ಬಗ್ಗೆ ಆರೋಗ್ಯ ಇಲಾಖೆ ಅಧಿಕಾರಿಗಳು ಸ್ಪಷ್ಟನೆ ನೀಡಿದ್ದಾರೆ. ಕೆಲವೆಡೆ ಹೊಸ ಕಟ್ಟಡ ನಿರ್ಮಾಣ ನಡೆಯುತ್ತಿದೆ ಎಂದಿದ್ದಾರೆ. [6, 1748, 152, 1782]
congress-col-3 [647, 1147, 965, 1226]
pol-c1-p2: ಸಂವಿಧಾನ ಬದ್ಧವಾಗಿ ರಾಜ್ಯಪಾಲರು ನಡೆದುಕೊಳ್ಳಬೇಕು. ರಾಜಭವನವನ್ನು ರಾಜಕೀಯ ಕೇಂದ್ರವಾಗಿ ಮಾಡಿಕೊಳ್ಳಬಾರದು ಎಂದು ಹೇಳಿದರು. [166, 960, 383, 981]
top-block [0, 70, 1527, 846]
s9-p0: ಆರೋಪಿಯನ್ನು ಬಂಧಿಸಲಾಗಿದೆ ಎಂದು ಪೊಲೀಸ್ ಅಧಿಕಾರಿಗಳು ತಿಳಿಸಿದ್ದಾರೆ. [166, 1689, 311, 1711]
strip-body-bengaluru-2nd [6, 1454, 152, 1687]
pol-c2-p2: ರಾಜ್ಯ ಸರ್ಕಾರದ ಯೋಜನೆಗಳಿಗೆ ಅಡ್ಡಿಪಡಿಸುವ ಕೆಲಸ ನಡೆಯುತ್ತಿದೆ. ಇದನ್ನು ಜನರು ಗಮನಿಸುತ್ತಿದ್ದಾರೆ ಎಂದು ಹೇಳಿದರು. [397, 948, 613, 970]
strip-body-bigshock [324, 1640, 469, 1676]
congress-session-story [0, 1092, 971, 1432]
s2c-p2: ಈ ಬಾರಿಯ ವರದಿ ಪ್ರಕಾರ ಬೆಂಗಳೂರಿನಲ್ಲಿ 36 ನಿಮಿಷ 9 ಸೆಕೆಂಡ್ ಸಮಯ ಬೇಕಾಗುತ್ತಿದ್ದು ಇದು ಕಳೆದ ಬಾರಿಗಿಂತ ಹೆಚ್ಚು. [166, 1537, 311, 1571]
jump-header: ಮೊದಲನೇ ಪುಟದಿಂದ... [349, 1437, 445, 1451]
pol-c1-p1: ಇಲ್ಲಿ ಅಧಿವೇಶನದ ಬಳಿಕ ಮಾಧ್ಯಮದವರೊಂದಿಗೆ ಮಾತನಾಡಿದ ಅವರು, ಕಳೆದ 5 ನಿಮಿಷ ಮಾತ್ರ ಭಾಷಣ ಮಾಡಿದ್ದಾರೆ. ಇದು ಸಂವಿಧಾನಬಾಹಿರ ನಡೆ ಎಂದು ಟೀಕಿಸಿದರು. [166, 920, 383, 953]
sch-c1-p1: ಕೇಂದ್ರ ಪುರಸ್ಕೃತ ಯೋಜನೆಗಳಿಗೆ ರಾಜ್ಯ ಸರ್ಕಾರ ತನ್ನದೇ ಹೆಸರಿಟ್ಟು ಪ್ರಚಾರ ಪಡೆಯುತ್ತಿದೆ ಎಂದು ವಿಪಕ್ಷಗಳು ಆರೋಪಿಸಿವೆ. [978, 1189, 1243, 1210]
cong-c2-p0: ಆಡಳಿತ ಪಕ್ಷದ ಸದಸ್ಯರು ಸರ್ಕಾರದ ಸಾಧನೆಗಳನ್ನು ಪ್ರಸ್ತಾಪಿಸಿದರು. ವಿಪಕ್ಷಗಳು ಟೀಕೆ ಮಾಡಿದವು. [330, 1148, 575, 1158]
s4c-p1: ಕೇಂದ್ರ ಪುರಸ್ಕೃತ ಯೋಜನೆಗಳಿಗೆ ರಾಜ್ಯ ಸರ್ಕಾರ ತನ್ನದೇ ಹೆಸರಿಟ್ಟು ಪ್ರಚಾರ ಪಡೆಯುತ್ತಿದೆ ಎಂದು ವಿಪಕ್ಷಗಳು ಆರೋಪಿಸಿವೆ. [483, 1473, 628, 1507]
bhat-headline: ಕಲ್ಲಡ್ಕ ಪ್ರಭಾಕರ ಭಟ್ ವಿರುದ್ಧ ಮತ್ತೆ ಎಫ್‌ಐಆರ್ [6, 855, 152, 885]
strip-col4-body [483, 1434, 628, 1548]
scheme-rename-story [971, 1092, 1527, 1432]
acid-c1-p2: ಕೆಲವು ಕಾಮಗಾರಿಗಳ ವಿಚಾರವಾಗಿ ಬೆದರಿಕೆ ಒಡ್ಡಲಾಗಿದೆ ಎನ್ನಲಾಗಿದೆ. ಪೊಲೀಸರು ತನಿಖೆ ಕೈಗೊಂಡಿದ್ದಾರೆ. [627, 948, 815, 970]
s0-boldline: 10 ಕಿಲೋಮೀಟರ್ ಪ್ರಯಾಣಕ್ಕೆ 36 ಗಂಟೆ! [6, 1596, 120, 1606]
lead-col-2 [305, 399, 568, 501]
cong-c2-p2: ಸಿದ್ದರಾಮಯ್ಯ, ಸೋಲಿಲ್ಲದ, ರಾಜ್ಯದ ಮಟ್ಟದಲ್ಲಿ ಪರಿಶೀಲನೆ ನಡೆಸಲಾಗುವುದು ಎಂದು ಹೇಳಿದರು. [330, 1181, 579, 1191]
s0-p1: ಬೆಂಗಳೂರು ಟ್ರಾಫಿಕ್ ಸಮಸ್ಯೆ ಹೆಚ್ಚುತ್ತ ಕಾರಣವೇನು?: ನಗರದ ಸರಾಸರಿ ಸಾಲಿನ ವೇಗದಲ್ಲೂ ಕುಸಿತ ಕಂಡುಬಂದಿದೆ. ನಗರದ ವಾಹನ ದಟ್ಟಣೆ ವರ್ಷದಿಂದ ವರ್ಷಕ್ಕೆ ಹೆಚ್ಚುತ್ತಿದೆ. [6, 1494, 152, 1539]
s4-p1: ಈಗಾಗಲೇ ನಗರದಲ್ಲಿ 10 ಲಕ್ಷ, 30 ಲಕ್ಷ, 13 ಲಕ್ಷ ವಾಹನಗಳಿವೆ. 1.53 ಕೋಟಿಗೂ ಹೆಚ್ಚು ಜನಸಂಖ್ಯೆ ಇದೆ. [324, 1556, 469, 1589]
left-para-4: 2025ರ ಸಾಲಿನಲ್ಲಿ ಬೆಂಗಳೂರಿಗರು 36 ಗಂಟೆ ಕಾಲ ಟ್ರಾಫಿಕ್ ಜಾಮ್‌ನಲ್ಲಿ ಕಳೆದಿದ್ದಾರೆ. 2024ಕ್ಕೆ ಹೋಲಿಸಿದರೆ 12 ಗಂಟೆ 46 ನಿಮಿಷ ಹೆಚ್ಚು ಕಳೆದಿದ್ದಾರೆ. [6, 315, 152, 348]
